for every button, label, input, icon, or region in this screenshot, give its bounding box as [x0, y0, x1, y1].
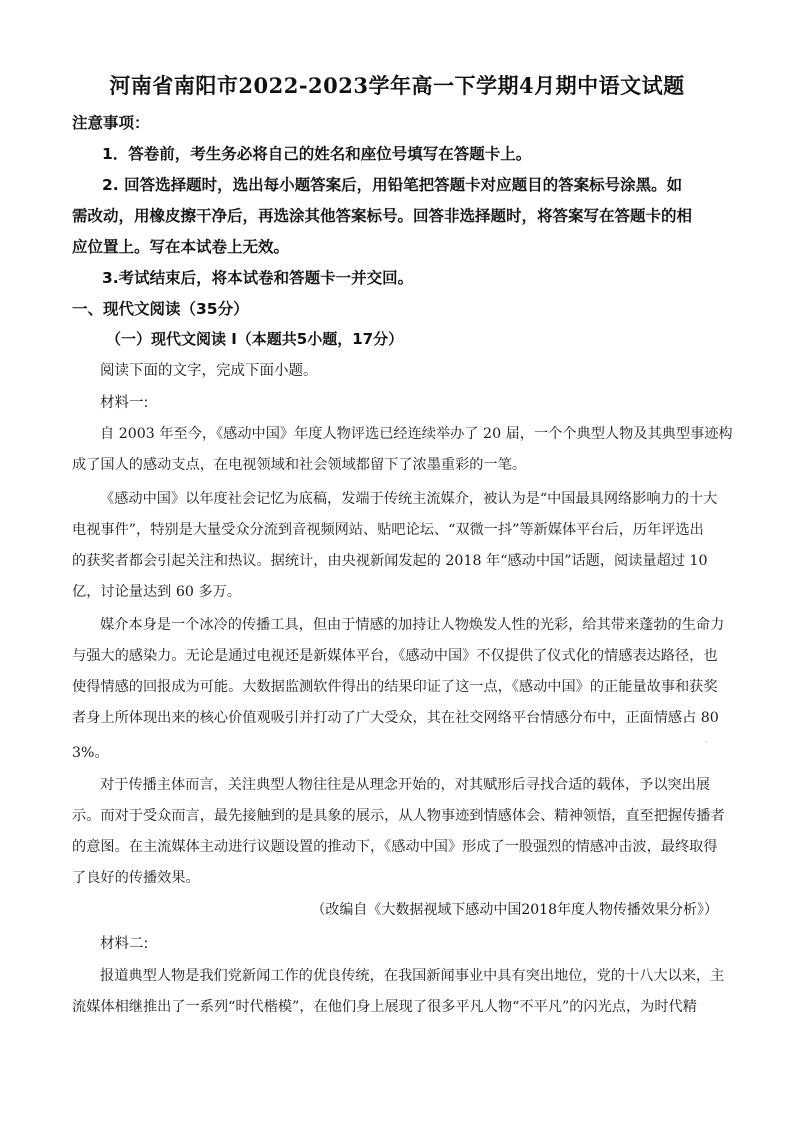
material1-line: 使得情感的回报成为可能。大数据监测软件得出的结果印证了这一点，《感动中国》的正能量故事和获奖 — [72, 679, 718, 695]
notice-item-2-cont: 需改动，用橡皮擦干净后，再选涂其他答案标号。回答非选择题时，将答案写在答题卡的相 — [72, 207, 693, 225]
material1-line: 3%。 — [72, 745, 109, 761]
material1-line: 亿，讨论量达到 60 多万。 — [72, 584, 241, 600]
material2-line: 流媒体相继推出了一系列“时代楷模”，在他们身上展现了很多平凡人物“不平凡”的闪光点，为时代精 — [72, 999, 697, 1015]
material1-line: 的获奖者都会引起关注和热议。据统计，由央视新闻发起的 2018 年“感动中国”话题，阅读量超过 10 — [72, 553, 708, 569]
material1-label: 材料一: — [100, 395, 149, 411]
material1-line: 自 2003 年至今，《感动中国》年度人物评选已经连续举办了 20 届，一个个典型人物及其典型事迹构 — [100, 426, 733, 442]
material1-line: 对于传播主体而言，关注典型人物往往是从理念开始的，对其赋形后寻找合适的载体，予以突出展 — [100, 777, 711, 793]
material1-line: 电视事件”，特别是大量受众分流到音视频网站、贴吧论坛、“双微一抖”等新媒体平台后，历年评选出 — [72, 522, 704, 538]
material1-line: 与强大的感染力。无论是通过电视还是新媒体平台，《感动中国》不仅提供了仪式化的情感表达路径，也 — [72, 648, 718, 664]
notice-item-1: 1．答卷前，考生务必将自己的姓名和座位号填写在答题卡上。 — [102, 145, 532, 163]
material1-line: 示。而对于受众而言，最先接触到的是具象的展示，从人物事迹到情感体会、精神领悟，直至把握传播者 — [72, 808, 725, 824]
material1-line: 者身上所体现出来的核心价值观吸引并打动了广大受众，其在社交网络平台情感分布中，正面情感占 80 — [72, 710, 719, 726]
material1-source: （改编自《大数据视域下感动中国2018年度人物传播效果分析》） — [311, 902, 718, 918]
stray-mark: · — [705, 738, 708, 747]
document-title: 河南省南阳市2022-2023学年高一下学期4月期中语文试题 — [109, 73, 685, 98]
notice-item-3: 3.考试结束后，将本试卷和答题卡一并交回。 — [102, 269, 414, 287]
material1-line: 了良好的传播效果。 — [72, 870, 200, 886]
notice-heading: 注意事项： — [72, 114, 150, 132]
material1-line: 的意图。在主流媒体主动进行议题设置的推动下，《感动中国》形成了一股强烈的情感冲击波，最终取得 — [72, 839, 718, 855]
section-heading: 一、现代文阅读（35分） — [72, 300, 249, 318]
material2-line: 报道典型人物是我们党新闻工作的优良传统，在我国新闻事业中具有突出地位，党的十八大以来，主 — [100, 968, 725, 984]
material1-line: 成了国人的感动支点，在电视领域和社会领域都留下了浓墨重彩的一笔。 — [72, 457, 527, 473]
reading-instruction: 阅读下面的文字，完成下面小题。 — [100, 363, 318, 379]
notice-item-2-cont2: 应位置上。写在本试卷上无效。 — [72, 238, 290, 256]
material2-label: 材料二: — [100, 936, 149, 952]
notice-item-2: 2. 回答选择题时，选出每小题答案后，用铅笔把答题卡对应题目的答案标号涂黑。如 — [102, 176, 683, 194]
material1-line: 《感动中国》以年度社会记忆为底稿，发端于传统主流媒介，被认为是“中国最具网络影响力的十大 — [100, 491, 718, 507]
material1-line: 媒介本身是一个冰冷的传播工具，但由于情感的加持让人物焕发人性的光彩，给其带来蓬勃的生命力 — [100, 617, 725, 633]
sub-section-heading: （一）现代文阅读 I（本题共5小题，17分） — [106, 330, 404, 348]
